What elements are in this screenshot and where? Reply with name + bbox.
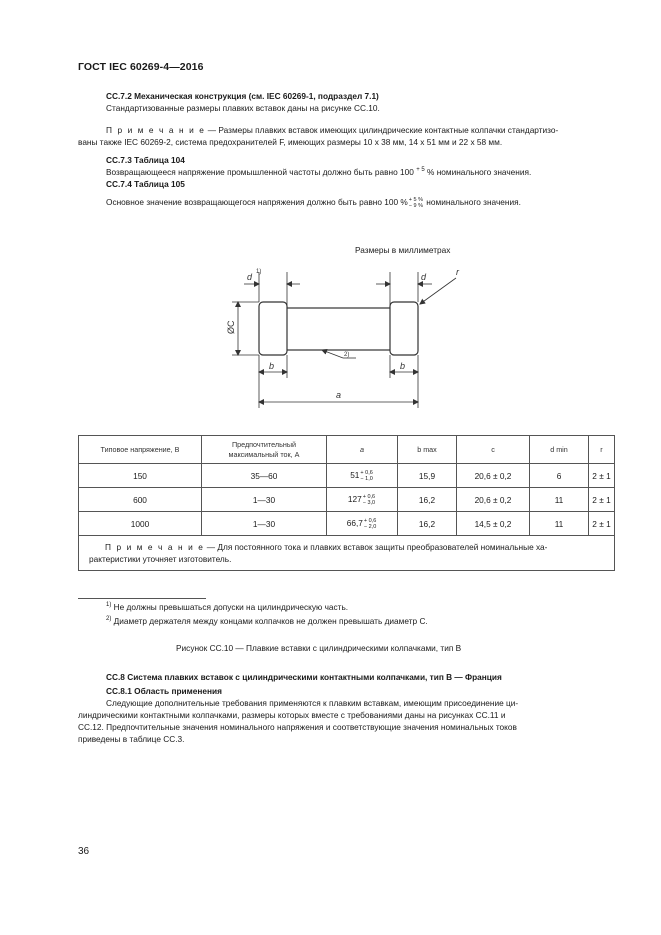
col-header-a: a — [327, 436, 398, 464]
cell-a-minus: − 1,0 — [360, 475, 373, 482]
col-header-r: r — [589, 436, 615, 464]
tolerance-minus: − 9 % — [408, 202, 423, 209]
footnote-2-mark: 2) — [106, 616, 112, 622]
cell-a-plus: + 0,6 — [360, 469, 373, 476]
cell-current: 1—30 — [202, 488, 327, 512]
cell-a-tolerance — [363, 494, 375, 506]
cell-a — [327, 464, 398, 488]
dimensions-table — [78, 435, 615, 571]
dim-d-left: d — [247, 272, 253, 282]
table-note-label: П р и м е ч а н и е — [105, 542, 205, 552]
col-header-current — [202, 436, 327, 464]
table-note-text-1: — Для постоянного тока и плавких вставок защиты преобразователей номинальные ха- — [204, 542, 548, 552]
section-7-3-heading: СС.7.3 Таблица 104 — [106, 155, 185, 165]
section-7-2-text: Стандартизованные размеры плавких вставок даны на рисунке СС.10. — [106, 103, 380, 113]
left-end-cap — [259, 302, 287, 355]
cell-a-tolerance — [364, 518, 376, 530]
cell-b: 16,2 — [398, 512, 457, 536]
col-header-d: d min — [530, 436, 589, 464]
table-row — [79, 488, 615, 512]
cell-current: 1—30 — [202, 512, 327, 536]
dim-diameter-c: ØC — [226, 320, 236, 334]
note-1-text-1: — Размеры плавких вставок имеющих цилиндрические контактные колпачки стандартизо- — [205, 125, 559, 135]
section-8-1-line-3: СС.12. Предпочтительные значения номинального напряжения и соответствующие значения номинальных токов — [78, 722, 517, 732]
col-header-current-line-2: максимальный ток, А — [228, 449, 300, 459]
col-header-b: b max — [398, 436, 457, 464]
cell-r: 2 ± 1 — [589, 464, 615, 488]
figure-caption: Рисунок СС.10 — Плавкие вставки с цилиндрическими колпачками, тип В — [176, 643, 462, 653]
cell-c: 20,6 ± 0,2 — [457, 488, 530, 512]
table-note-line-1 — [89, 541, 610, 553]
cell-a — [327, 512, 398, 536]
table-row — [79, 464, 615, 488]
cell-a-plus: + 0,6 — [362, 493, 376, 500]
table-header-row — [79, 436, 615, 464]
cell-voltage: 1000 — [79, 512, 202, 536]
cell-a-minus: − 2,0 — [363, 523, 377, 530]
col-header-c: c — [457, 436, 530, 464]
dim-b-left: b — [269, 361, 275, 371]
fuse-body — [286, 308, 391, 350]
cell-voltage: 150 — [79, 464, 202, 488]
cell-a-tolerance — [360, 470, 372, 482]
cell-r: 2 ± 1 — [589, 488, 615, 512]
footnote-1-text: Не должны превышаться допуски на цилиндрическую часть. — [111, 602, 349, 612]
table-note-row — [79, 536, 615, 571]
section-8-heading: СС.8 Система плавких вставок с цилиндрическими контактными колпачками, тип В — Франция — [106, 672, 502, 682]
table-row — [79, 512, 615, 536]
table-note-line-2: рактеристики уточняет изготовитель. — [89, 554, 232, 564]
dim-r: r — [456, 267, 459, 277]
dim-d-left-footnote: 1) — [256, 269, 262, 275]
page-number: 36 — [78, 846, 90, 857]
cell-a-plus: + 0,6 — [363, 517, 377, 524]
cell-a-value: 51 — [350, 469, 360, 480]
body-footnote-mark: 2) — [344, 352, 350, 358]
dim-a: a — [336, 390, 342, 400]
cell-a-value: 66,7 — [346, 517, 363, 528]
cell-voltage: 600 — [79, 488, 202, 512]
dim-b-right: b — [400, 361, 406, 371]
cell-a-minus: − 3,0 — [362, 499, 376, 506]
section-8-1-heading: СС.8.1 Область применения — [106, 686, 222, 696]
cell-a-value: 127 — [347, 493, 362, 504]
table-note — [79, 536, 615, 571]
cell-current: 35—60 — [202, 464, 327, 488]
section-7-2-heading: СС.7.2 Механическая конструкция (см. IEC 60269-1, подраздел 7.1) — [106, 91, 379, 101]
cell-a — [327, 488, 398, 512]
section-7-4-text-b: номинального значения. — [423, 197, 521, 207]
section-7-4-heading: СС.7.4 Таблица 105 — [106, 179, 185, 189]
col-header-current-line-1: Предпочтительный — [231, 439, 297, 449]
document-header: ГОСТ IEC 60269-4—2016 — [78, 61, 204, 73]
note-1-label: П р и м е ч а н и е — [106, 125, 206, 135]
section-7-3-text-b: % номинального значения. — [424, 167, 532, 177]
cell-d: 6 — [530, 464, 589, 488]
section-8-1-line-4: приведены в таблице СС.3. — [78, 734, 185, 744]
cell-c: 20,6 ± 0,2 — [457, 464, 530, 488]
right-end-cap — [390, 302, 418, 355]
dim-d-right: d — [421, 272, 427, 282]
cell-b: 16,2 — [398, 488, 457, 512]
section-7-4-text-a: Основное значение возвращающегося напряжения должно быть равно 100 % — [106, 197, 408, 207]
section-7-3-superscript: + 5 — [416, 167, 425, 173]
figure-units-label: Размеры в миллиметрах — [355, 245, 451, 255]
footnote-1-mark: 1) — [106, 602, 112, 608]
col-header-voltage: Типовое напряжение, В — [79, 436, 202, 464]
tolerance-plus: + 5 % — [408, 196, 423, 203]
cell-d: 11 — [530, 512, 589, 536]
cell-b: 15,9 — [398, 464, 457, 488]
note-1-line-2: ваны также IEC 60269-2, система предохранителей F, имеющих размеры 10 х 38 мм, 14 х 51 мм и 22 х 58 мм. — [78, 137, 503, 147]
section-7-3-text-a: Возвращающееся напряжение промышленной частоты должно быть равно 100 — [106, 167, 414, 177]
cell-d: 11 — [530, 488, 589, 512]
cell-r: 2 ± 1 — [589, 512, 615, 536]
section-8-1-line-1: Следующие дополнительные требования применяются к плавким вставкам, имеющим присоединение ци- — [106, 698, 519, 708]
footnote-1 — [106, 601, 348, 613]
footnote-2-text: Диаметр держателя между концами колпачков не должен превышать диаметр С. — [111, 616, 428, 626]
section-8-1-line-2: линдрическими контактными колпачками, размеры которых вместе с требованиями даны на рисунках СС.11 и — [78, 710, 506, 720]
cell-c: 14,5 ± 0,2 — [457, 512, 530, 536]
footnote-divider — [78, 598, 206, 599]
footnote-2 — [106, 615, 428, 627]
